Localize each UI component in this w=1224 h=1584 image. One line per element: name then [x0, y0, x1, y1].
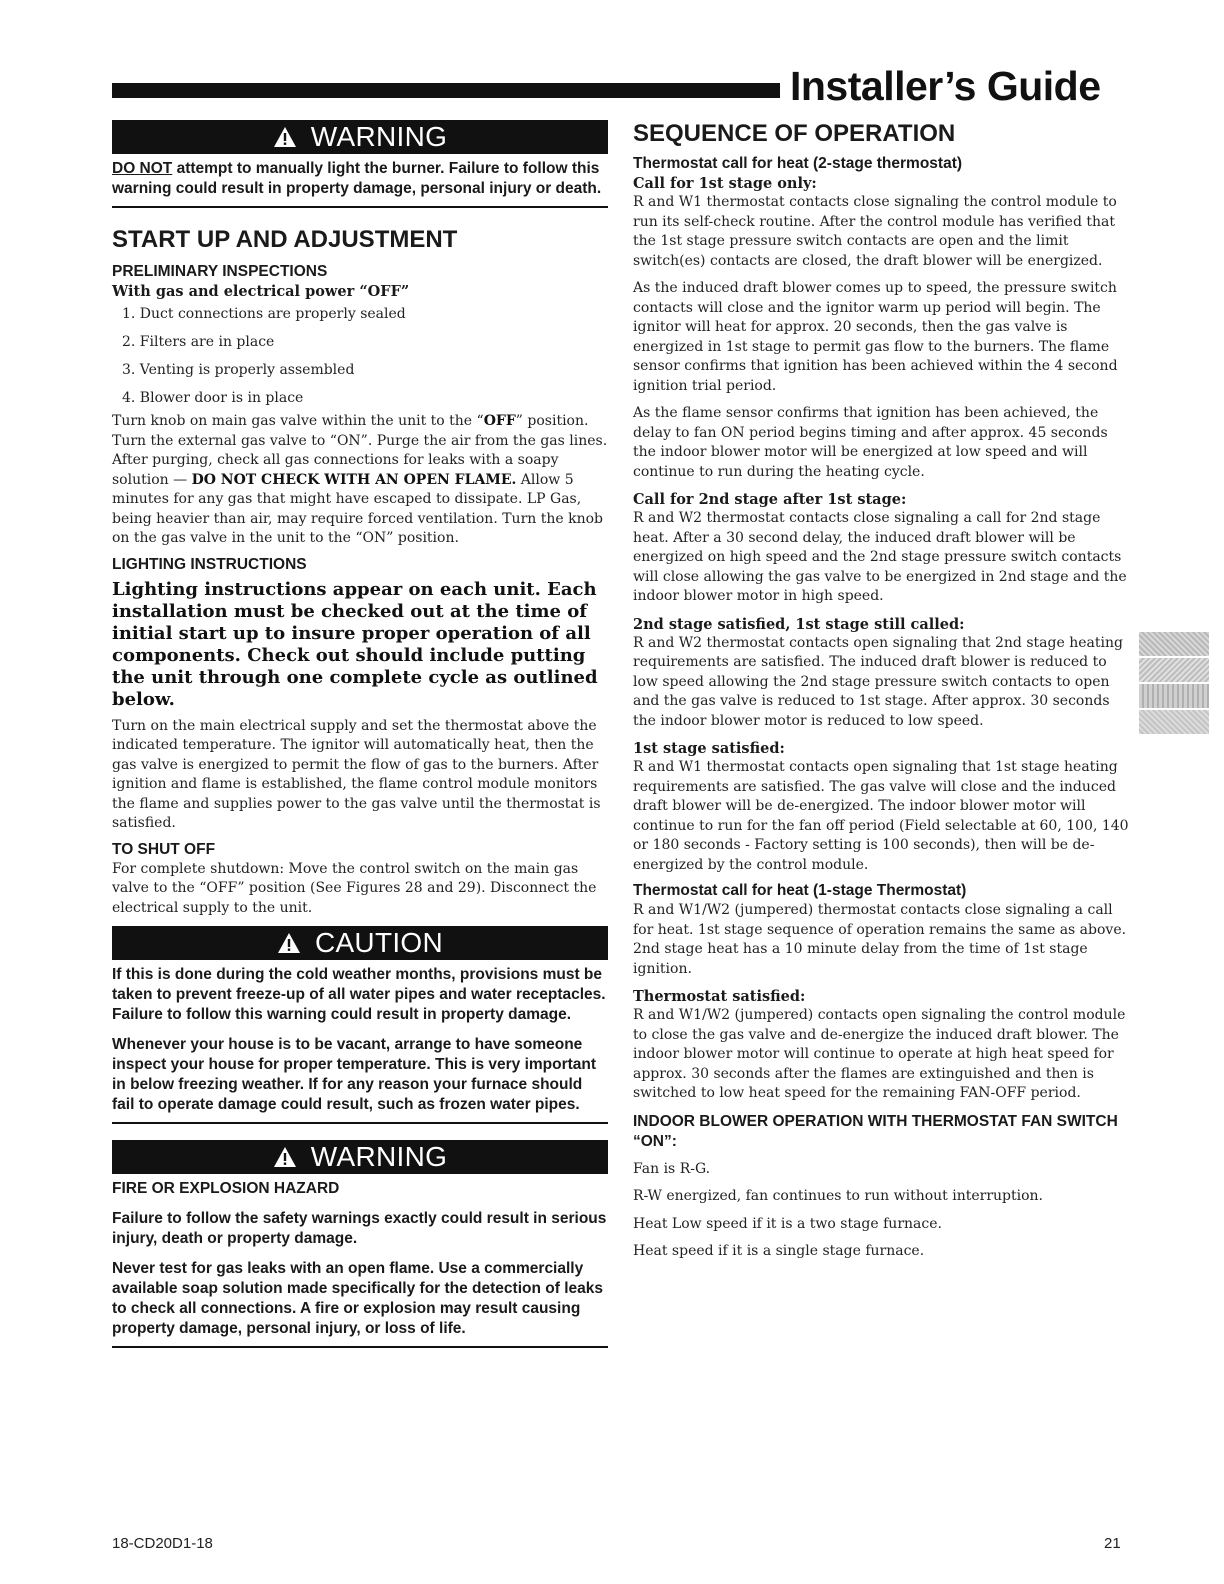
caution-text-1: If this is done during the cold weather months, provisions must be taken to prevent freeze-up of all water pipes and water receptacles. Failure to follow this warning could result in property damage.: [112, 966, 606, 1023]
warning-banner: [112, 120, 608, 154]
subheading-first-satisfied: 1st stage satisfied:: [633, 740, 785, 757]
section-tab: [1139, 684, 1209, 708]
warning-triangle-icon: [273, 126, 297, 148]
page-title: Installer’s Guide: [790, 63, 1101, 109]
section-tab: [1139, 658, 1209, 682]
warning-box-2: [112, 1179, 608, 1348]
page-number: 21: [1104, 1535, 1121, 1552]
subheading-fan-switch: INDOOR BLOWER OPERATION WITH THERMOSTAT FAN SWITCH “ON”:: [633, 1112, 1118, 1150]
fan-line: Heat Low speed if it is a two stage furnace.: [633, 1215, 942, 1232]
subheading-lighting: LIGHTING INSTRUCTIONS: [112, 555, 307, 573]
one-stage-paragraph: R and W1/W2 (jumpered) thermostat contacts close signaling a call for heat. 1st stage sequence of operation remains the same as above. 2nd stage heat has a 10 minute delay from the time of 1st stage ignition.: [633, 902, 1127, 977]
caution-box: [112, 965, 608, 1124]
warning-label: WARNING: [310, 1141, 448, 1172]
section-title-startup: START UP AND ADJUSTMENT: [112, 226, 458, 253]
first-satisfied-paragraph: R and W1 thermostat contacts open signaling that 1st stage heating requirements are satisfied. The gas valve will close and the induced draft blower will be de-energized. The indoor blower motor will continue to run for the fan off period (Field selectable at 60, 100, 140 or 180 seconds - Factory setting is 100 seconds), then will be de-energized by the control module.: [633, 759, 1129, 873]
second-satisfied-paragraph: R and W2 thermostat contacts open signaling that 2nd stage heating requirements are satisfied. The induced draft blower is reduced to low speed allowing the 2nd stage pressure switch contacts to open and the gas valve is reduced to 1st stage. After approx. 30 seconds the indoor blower motor is reduced to low speed.: [633, 634, 1123, 729]
first-only-paragraph-2: As the induced draft blower comes up to speed, the pressure switch contacts will close and the ignitor warm up period will begin. The ignitor will heat for approx. 20 seconds, then the gas valve is energized in 1st stage to permit gas flow to the burners. The flame sensor confirms that ignition has been achieved within the 4 second ignition trial period.: [633, 280, 1118, 394]
second-after-paragraph: R and W2 thermostat contacts close signaling a call for 2nd stage heat. After a 30 second delay, the induced draft blower will be energized on high speed and the 2nd stage pressure switch contacts will close allowing the gas valve to be energized in 2nd stage and the indoor blower motor in high speed.: [633, 510, 1127, 604]
section-title-sequence: SEQUENCE OF OPERATION: [633, 120, 956, 147]
hazard-heading: FIRE OR EXPLOSION HAZARD: [112, 1180, 340, 1197]
warning-triangle-icon: [277, 932, 301, 954]
warning-text: DO NOT attempt to manually light the burner. Failure to follow this warning could result in property damage, personal injury or death.: [112, 160, 602, 197]
section-tab: [1139, 710, 1209, 734]
subheading-second-satisfied: 2nd stage satisfied, 1st stage still called:: [633, 615, 965, 633]
warning-label: WARNING: [310, 121, 448, 152]
lighting-bold-text: Lighting instructions appear on each unit. Each installation must be checked out at the time of initial start up to insure proper operation of all components. Check out should include putting the unit through one complete cycle as outlined below.: [112, 578, 598, 710]
subheading-second-after-first: Call for 2nd stage after 1st stage:: [633, 491, 907, 508]
section-tabs: [1139, 632, 1209, 736]
list-item: 3. Venting is properly assembled: [122, 362, 355, 378]
fan-line: Heat speed if it is a single stage furnace.: [633, 1243, 925, 1259]
inspection-list: [112, 305, 608, 408]
purge-paragraph: Turn knob on main gas valve within the unit to the “OFF” position. Turn the external gas valve to “ON”. Purge the air from the gas lines. After purging, check all gas connections for leaks with a soapy solution — DO NOT CHECK WITH AN OPEN FLAME. Allow 5 minutes for any gas that might have escaped to dissipate. LP Gas, being heavier than air, may require forced ventilation. Turn the knob on the gas valve in the unit to the “ON” position.: [112, 413, 608, 546]
lighting-paragraph: Turn on the main electrical supply and set the thermostat above the indicated temperature. The ignitor will automatically heat, then the gas valve is energized to permit the flow of gas to the burners. After ignition and flame is established, the flame control module monitors the flame and supplies power to the gas valve until the thermostat is satisfied.: [112, 717, 601, 831]
warning-2-text-2: Never test for gas leaks with an open flame. Use a commercially available soap solution made specifically for the detection of leaks to check all connections. A fire or explosion may result causing property damage, personal injury, or loss of life.: [112, 1260, 603, 1337]
subheading-one-stage: Thermostat call for heat (1-stage Thermostat): [633, 882, 967, 899]
fan-line: Fan is R-G.: [633, 1160, 711, 1177]
list-item: 4. Blower door is in place: [122, 390, 304, 406]
right-column: [633, 120, 1131, 1262]
section-tab: [1139, 632, 1209, 656]
subheading-power-off: With gas and electrical power “OFF”: [112, 283, 410, 300]
header-rule: [112, 83, 780, 98]
caution-text-2: Whenever your house is to be vacant, arrange to have someone inspect your house for proper temperature. This is very important in below freezing weather. If for any reason your furnace should fail to operate damage could result, such as frozen water pipes.: [112, 1036, 597, 1113]
caution-banner: [112, 926, 608, 960]
subheading-satisfied: Thermostat satisfied:: [633, 988, 806, 1005]
list-item: 2. Filters are in place: [122, 334, 275, 350]
subheading-two-stage: Thermostat call for heat (2-stage thermostat): [633, 155, 963, 172]
warning-2-text-1: Failure to follow the safety warnings exactly could result in serious injury, death or property damage.: [112, 1210, 607, 1247]
subheading-preliminary: PRELIMINARY INSPECTIONS: [112, 263, 328, 280]
left-column: [112, 120, 608, 1348]
first-only-paragraph-3: As the flame sensor confirms that ignition has been achieved, the delay to fan ON period begins timing and after approx. 45 seconds the indoor blower motor will be energized at low speed and will continue to run during the heating cycle.: [633, 405, 1108, 480]
caution-label: CAUTION: [314, 927, 444, 958]
subheading-shutoff: TO SHUT OFF: [112, 840, 216, 858]
satisfied-paragraph: R and W1/W2 (jumpered) contacts open signaling the control module to close the gas valve and de-energize the induced draft blower. The indoor blower motor will continue to operate at high heat speed for approx. 30 seconds after the flames are extinguished and then is switched to low heat speed for the remaining FAN-OFF period.: [633, 1007, 1126, 1101]
fan-line: R-W energized, fan continues to run without interruption.: [633, 1188, 1043, 1204]
subheading-first-only: Call for 1st stage only:: [633, 175, 817, 192]
document-number: 18-CD20D1-18: [112, 1535, 213, 1552]
list-item: 1. Duct connections are properly sealed: [122, 306, 406, 322]
first-only-paragraph-1: R and W1 thermostat contacts close signaling the control module to run its self-check routine. After the control module has verified that the 1st stage pressure switch contacts are open and the limit switch(es) contacts are closed, the draft blower will be energized.: [633, 194, 1117, 269]
warning-triangle-icon: [273, 1146, 297, 1168]
warning-box: [112, 159, 608, 208]
shutoff-paragraph: For complete shutdown: Move the control switch on the main gas valve to the “OFF” position (See Figures 28 and 29). Disconnect the electrical supply to the unit.: [112, 860, 597, 916]
warning-banner-2: [112, 1140, 608, 1174]
